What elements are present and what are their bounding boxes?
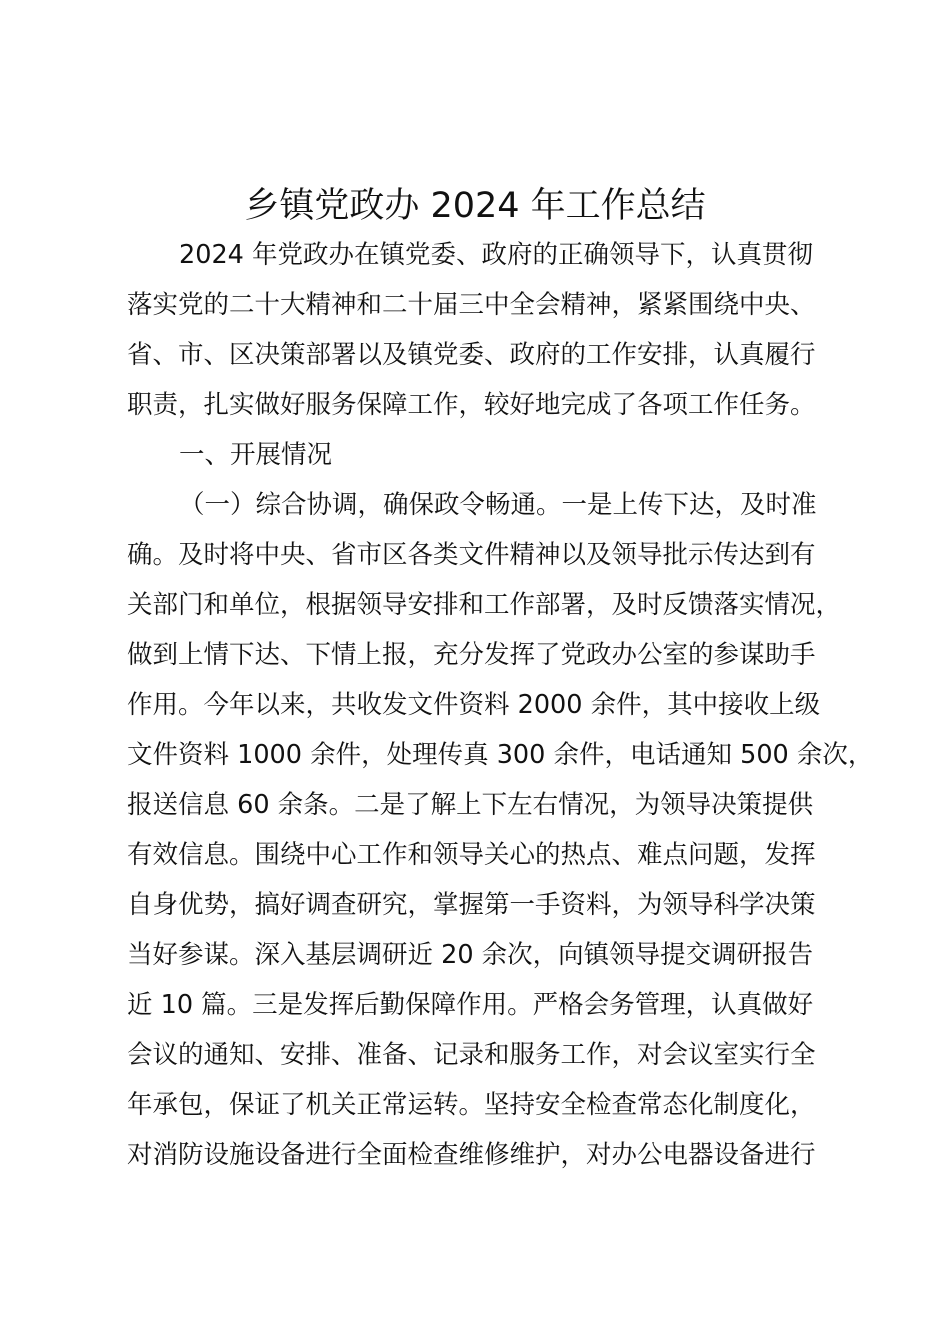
paragraph-line: 关部门和单位，根据领导安排和工作部署，及时反馈落实情况， bbox=[127, 590, 842, 620]
paragraph-line: （一）综合协调，确保政令畅通。一是上传下达，及时准 bbox=[179, 490, 817, 520]
paragraph-line: 当好参谋。深入基层调研近 20 余次，向镇领导提交调研报告 bbox=[127, 940, 814, 970]
paragraph-line: 近 10 篇。三是发挥后勤保障作用。严格会务管理，认真做好 bbox=[127, 990, 814, 1020]
paragraph-line: 做到上情下达、下情上报，充分发挥了党政办公室的参谋助手 bbox=[127, 640, 816, 670]
paragraph-line: 2024 年党政办在镇党委、政府的正确领导下，认真贯彻 bbox=[179, 240, 814, 270]
paragraph-line: 报送信息 60 余条。二是了解上下左右情况，为领导决策提供 bbox=[127, 790, 814, 820]
document-title: 乡镇党政办 2024 年工作总结 bbox=[244, 186, 706, 226]
paragraph-line: 文件资料 1000 余件，处理传真 300 余件，电话通知 500 余次， bbox=[127, 740, 874, 770]
paragraph-line: 职责，扎实做好服务保障工作，较好地完成了各项工作任务。 bbox=[127, 390, 816, 420]
section-heading: 一、开展情况 bbox=[179, 440, 333, 470]
paragraph-line: 有效信息。围绕中心工作和领导关心的热点、难点问题，发挥 bbox=[127, 840, 816, 870]
paragraph-line: 省、市、区决策部署以及镇党委、政府的工作安排，认真履行 bbox=[127, 340, 816, 370]
paragraph-line: 自身优势，搞好调查研究，掌握第一手资料，为领导科学决策 bbox=[127, 890, 816, 920]
paragraph-line: 作用。今年以来，共收发文件资料 2000 余件，其中接收上级 bbox=[127, 690, 821, 720]
paragraph-line: 会议的通知、安排、准备、记录和服务工作，对会议室实行全 bbox=[127, 1040, 816, 1070]
paragraph-line: 确。及时将中央、省市区各类文件精神以及领导批示传达到有 bbox=[127, 540, 816, 570]
paragraph-line: 对消防设施设备进行全面检查维修维护，对办公电器设备进行 bbox=[127, 1140, 816, 1170]
document-body bbox=[127, 230, 874, 1180]
paragraph-line: 落实党的二十大精神和二十届三中全会精神，紧紧围绕中央、 bbox=[127, 290, 816, 320]
paragraph-line: 年承包，保证了机关正常运转。坚持安全检查常态化制度化， bbox=[127, 1090, 816, 1120]
